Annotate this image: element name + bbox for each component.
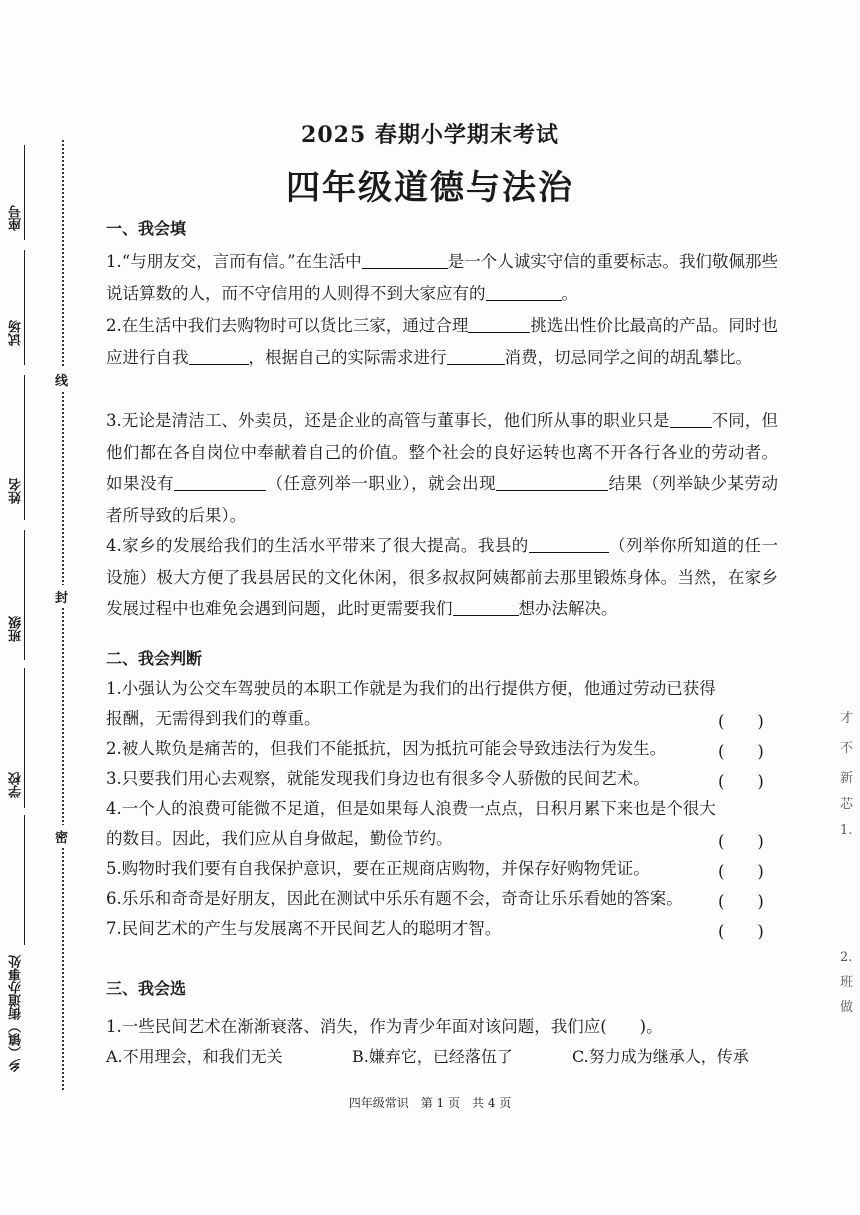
fill-question-3 (106, 405, 778, 531)
binding-dotted-line (62, 140, 64, 1090)
class-label: 班级 (9, 616, 24, 642)
bleed-through-char: 芯 (840, 797, 854, 812)
judge-q5: 5.购物时我们要有自我保护意识，要在正规商店购物，并保存好购物凭证。 (106, 859, 650, 878)
judge-answer-paren[interactable]: ( ) (718, 922, 764, 941)
judge-q6: 6.乐乐和奇奇是好朋友，因此在测试中乐乐有题不会，奇奇让乐乐看她的答案。 (106, 889, 683, 908)
q1-text-c: 。 (561, 283, 578, 303)
school-label: 学校 (9, 772, 24, 798)
fill-question-4 (106, 530, 778, 625)
judge-answer-paren[interactable]: ( ) (718, 892, 764, 911)
judge-answer-paren[interactable]: ( ) (718, 772, 764, 791)
seal-char-seal: 封 (55, 585, 68, 608)
room-label: 试场 (9, 320, 24, 346)
choice-option-a[interactable]: A.不用理会，和我们无关 (106, 1047, 283, 1066)
answer-blank[interactable] (362, 252, 448, 269)
fill-question-2 (106, 310, 778, 373)
bleed-through-char: 做 (840, 1000, 854, 1015)
choice-option-c[interactable]: C.努力成为继承人，传承 (572, 1047, 749, 1066)
name-label: 姓名 (9, 478, 24, 504)
answer-blank[interactable] (174, 474, 266, 491)
choice-option-b[interactable]: B.嫌弃它，已经落伍了 (352, 1047, 513, 1066)
q3-text-c: （任意列举一职业），就会出现 (265, 474, 497, 493)
judge-answer-paren[interactable]: ( ) (718, 742, 764, 761)
q3-text-b: 不同，但他们都在各自岗位中奉献着自己的价值。整个社会的良好运转也离不开各行各业的劳动者。如果没有 (106, 411, 779, 493)
school-blank-line (24, 668, 25, 808)
judge-q2: 2.被人欺负是痛苦的，但我们不能抵抗，因为抵抗可能会导致违法行为发生。 (106, 739, 667, 758)
judge-answer-paren[interactable]: ( ) (718, 832, 764, 851)
room-blank-line (24, 250, 25, 365)
q2-text-a: 2.在生活中我们去购物时可以货比三家，通过合理 (106, 316, 469, 335)
page-footer: 四年级常识 第 1 页 共 4 页 (348, 1096, 512, 1110)
q1-text-a: 1.“与朋友交，言而有信。”在生活中 (106, 252, 362, 271)
fill-question-1 (106, 246, 778, 309)
answer-blank[interactable] (486, 284, 562, 301)
judge-answer-paren[interactable]: ( ) (718, 712, 764, 731)
seal-char-secret: 密 (55, 825, 68, 848)
q2-text-c: ，根据自己的实际需求进行 (248, 347, 447, 367)
bleed-through-char: 才 (840, 711, 854, 726)
q2-text-b: 挑选出性价比最高的产品。同时也应进行自我 (106, 316, 779, 367)
answer-blank[interactable] (447, 348, 505, 365)
judge-answer-paren[interactable]: ( ) (718, 862, 764, 881)
town-blank-line (24, 815, 25, 945)
q3-text-d: 结果（列举缺少某劳动者所导致的后果）。 (106, 474, 779, 525)
answer-blank[interactable] (453, 599, 519, 616)
judge-q1-line1: 1.小强认为公交车驾驶员的本职工作就是为我们的出行提供方便，他通过劳动已获得 (106, 679, 716, 698)
answer-blank[interactable] (670, 411, 712, 428)
bleed-through-char: 2. (840, 950, 853, 965)
answer-blank[interactable] (468, 316, 530, 333)
section1-heading: 一、我会填 (106, 219, 187, 238)
seal-char-line: 线 (55, 368, 68, 391)
name-blank-line (24, 375, 25, 520)
section2-heading: 二、我会判断 (106, 649, 203, 668)
class-blank-line (24, 530, 25, 660)
judge-q4-line1: 4.一个人的浪费可能微不足道，但是如果每人浪费一点点，日积月累下来也是个很大 (106, 799, 716, 818)
subject-title: 四年级道德与法治 (286, 168, 574, 208)
bleed-through-char: 班 (840, 975, 854, 990)
judge-q3: 3.只要我们用心去观察，就能发现我们身边也有很多令人骄傲的民间艺术。 (106, 769, 650, 788)
bleed-through-char: 1. (840, 823, 853, 838)
judge-q7: 7.民间艺术的产生与发展离不开民间艺人的聪明才智。 (106, 919, 502, 938)
bleed-through-char: 新 (840, 771, 854, 786)
seat-label: 座号 (9, 205, 24, 231)
q4-text-a: 4.家乡的发展给我们的生活水平带来了很大提高。我县的 (106, 536, 529, 555)
judge-q1-line2: 报酬，无需得到我们的尊重。 (106, 709, 321, 728)
section3-heading: 三、我会选 (106, 979, 187, 998)
q4-text-b: （列举你所知道的任一设施）极大方便了我县居民的文化休闲，很多叔叔阿姨都前去那里锻炼身体。当然，在家乡发展过程中也难免会遇到问题，此时更需要我们 (106, 536, 778, 618)
judge-q4-line2: 的数目。因此，我们应从自身做起，勤俭节约。 (106, 829, 453, 848)
answer-blank[interactable] (189, 348, 249, 365)
town-label: 乡（镇）街道办事处 (9, 955, 24, 1072)
answer-blank[interactable] (496, 474, 608, 491)
q2-text-d: 消费，切忌同学之间的胡乱攀比。 (504, 347, 752, 367)
q4-text-c: 想办法解决。 (518, 599, 618, 618)
q1-text-b: 是一个人诚实守信的重要标志。我们敬佩那些说话算数的人，而不守信用的人则得不到大家应有的 (106, 252, 779, 303)
q3-text-a: 3.无论是清洁工、外卖员，还是企业的高管与董事长，他们所从事的职业只是 (106, 411, 670, 430)
exam-title: 2025 春期小学期末考试 (301, 122, 559, 148)
choice-q1: 1.一些民间艺术在渐渐衰落、消失，作为青少年面对该问题，我们应( )。 (106, 1017, 663, 1036)
answer-blank[interactable] (529, 536, 609, 553)
bleed-through-char: 不 (840, 741, 854, 756)
